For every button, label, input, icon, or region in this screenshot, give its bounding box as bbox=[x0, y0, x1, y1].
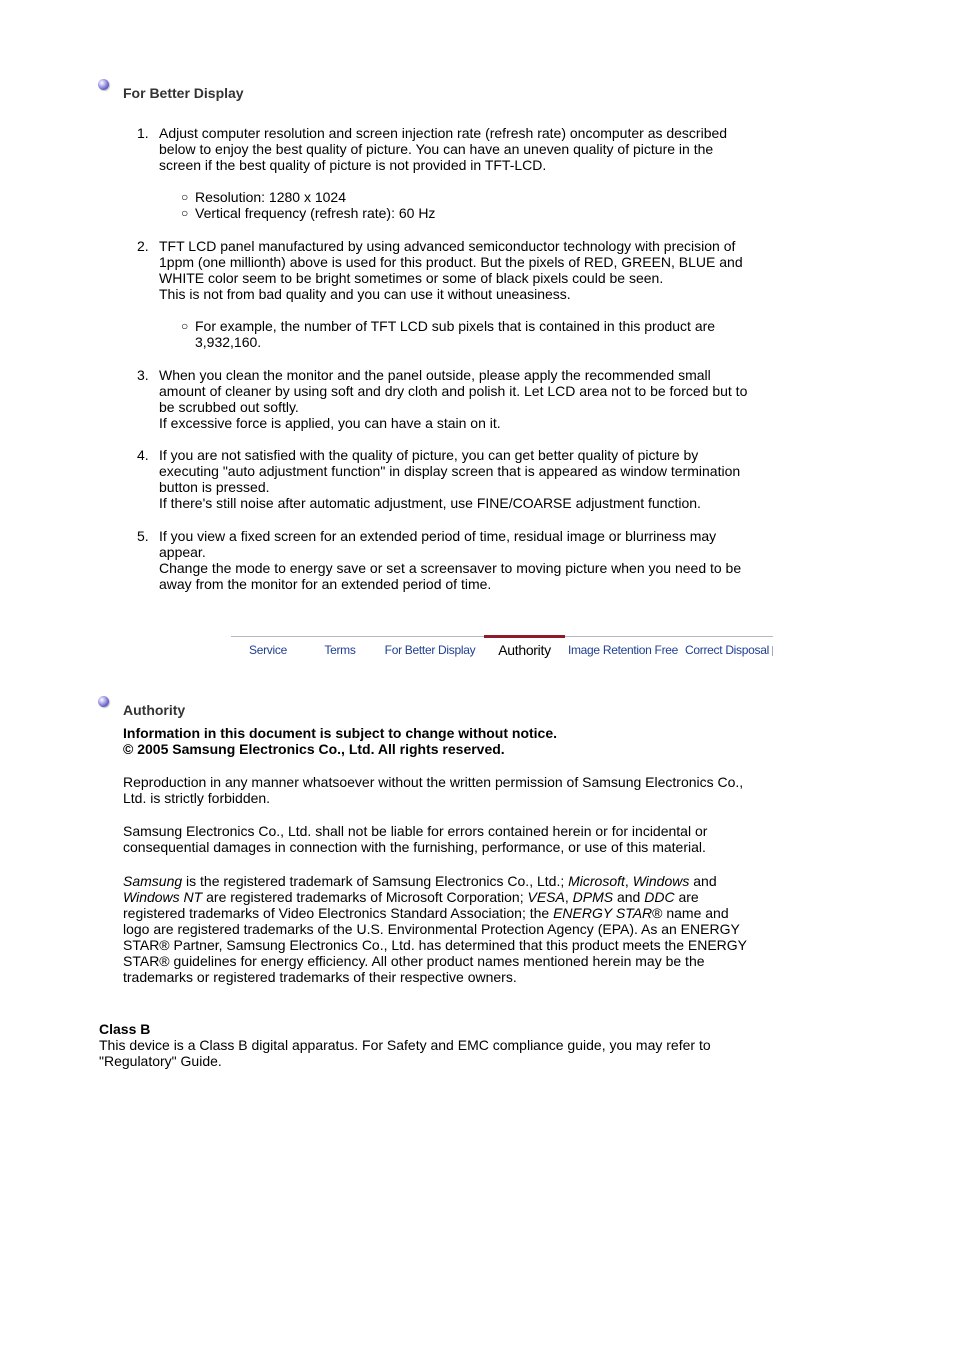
list-item-text: Adjust computer resolution and screen injection rate (refresh rate) oncomputer as described below to enjoy the best quality of picture. You can have an uneven quality of picture in the screen if the best quality of picture is not provided in TFT-LCD. bbox=[159, 125, 728, 173]
tab-terms[interactable]: Terms bbox=[324, 643, 356, 657]
trademark-name: Microsoft bbox=[568, 873, 625, 889]
trademark-name: ENERGY STAR bbox=[553, 905, 653, 921]
tab-service[interactable]: Service bbox=[249, 643, 287, 657]
trademark-name: Samsung bbox=[123, 873, 183, 889]
trademark-text: is the registered trademark of Samsung Electronics Co., Ltd.; bbox=[182, 873, 569, 889]
list-item-text-extra: If there's still noise after automatic adjustment, use FINE/COARSE adjustment function. bbox=[159, 495, 701, 511]
class-b-text: This device is a Class B digital apparatus. For Safety and EMC compliance guide, you may refer to "Regulatory" Guide. bbox=[99, 1037, 711, 1069]
list-item-text-extra: This is not from bad quality and you can use it without uneasiness. bbox=[159, 286, 571, 302]
circle-bullet-icon: ○ bbox=[181, 190, 189, 204]
notice-line: Information in this document is subject to change without notice. bbox=[123, 725, 558, 741]
section-tab-bar bbox=[231, 636, 773, 663]
list-item-text-extra: If excessive force is applied, you can have a stain on it. bbox=[159, 415, 501, 431]
sub-list-item-text: Resolution: 1280 x 1024 bbox=[195, 189, 346, 205]
list-item-text-extra: Change the mode to energy save or set a screensaver to moving picture when you need to be away from the monitor for an extended period of time. bbox=[159, 560, 742, 592]
section-title-better-display: For Better Display bbox=[123, 85, 244, 101]
trademark-text: and bbox=[689, 873, 717, 889]
trademark-name: DDC bbox=[644, 889, 675, 905]
trademark-text: are registered trademarks of Microsoft Corporation; bbox=[202, 889, 528, 905]
trademark-text: , bbox=[624, 873, 633, 889]
sub-list-item bbox=[181, 205, 741, 221]
trademark-text: are registered trademarks of Video Electronics Standard Association; the bbox=[123, 889, 699, 921]
list-number: 3. bbox=[137, 367, 149, 383]
trademark-text: and bbox=[613, 889, 645, 905]
list-item-text bbox=[159, 367, 754, 431]
tab-correct-disposal[interactable]: Correct Disposal bbox=[685, 643, 769, 657]
list-item-text-main: If you view a fixed screen for an extended period of time, residual image or blurriness may appear. bbox=[159, 528, 717, 560]
list-number: 2. bbox=[137, 238, 149, 254]
liability-paragraph: Samsung Electronics Co., Ltd. shall not be liable for errors contained herein or for incidental or consequential damages in connection with the furnishing, performance, or use of this material. bbox=[123, 823, 708, 855]
trademarks-paragraph bbox=[123, 873, 753, 985]
trademark-text: ® name and logo are registered trademarks of the U.S. Environmental Protection Agency (EPA). As an ENERGY STAR® Partner, Samsung Electronics Co., Ltd. has determined that this product meets the ENERGY STAR® guidelines for energy efficiency. All other product names mentioned herein may be the trademarks or registered trademarks of their respective owners. bbox=[123, 905, 747, 985]
authority-notice bbox=[123, 725, 763, 757]
section-bullet-icon bbox=[98, 79, 109, 90]
list-item-text-main: TFT LCD panel manufactured by using advanced semiconductor technology with precision of 1ppm (one millionth) above is used for this product. But the pixels of RED, GREEN, BLUE and WHITE color seem to be bright sometimes or some of black pixels could be seen. bbox=[159, 238, 743, 286]
sub-list-item-text: For example, the number of TFT LCD sub pixels that is contained in this product are 3,932,160. bbox=[195, 318, 716, 350]
reproduction-paragraph: Reproduction in any manner whatsoever without the written permission of Samsung Electronics Co., Ltd. is strictly forbidden. bbox=[123, 774, 744, 806]
trademark-name: Windows NT bbox=[123, 889, 203, 905]
list-number: 5. bbox=[137, 528, 149, 544]
sub-list-item bbox=[181, 318, 741, 350]
tab-authority[interactable]: Authority bbox=[484, 635, 565, 663]
tab-image-retention-free[interactable]: Image Retention Free bbox=[567, 643, 679, 657]
list-number: 4. bbox=[137, 447, 149, 463]
trademark-text: , bbox=[564, 889, 573, 905]
class-b-title: Class B bbox=[99, 1021, 151, 1037]
list-item-text-main: When you clean the monitor and the panel outside, please apply the recommended small amount of cleaner by using soft and dry cloth and polish it. Let LCD area not to be forced but to be scrubbed out softly. bbox=[159, 367, 748, 415]
sub-list-item-text: Vertical frequency (refresh rate): 60 Hz bbox=[195, 205, 436, 221]
circle-bullet-icon: ○ bbox=[181, 206, 189, 220]
trademark-name: VESA bbox=[527, 889, 565, 905]
copyright-line: © 2005 Samsung Electronics Co., Ltd. All rights reserved. bbox=[123, 741, 505, 757]
tab-bar-divider bbox=[772, 646, 773, 656]
trademark-name: Windows bbox=[632, 873, 690, 889]
section-bullet-icon bbox=[98, 696, 109, 707]
list-item-text bbox=[159, 528, 749, 592]
circle-bullet-icon: ○ bbox=[181, 319, 189, 333]
sub-list-item bbox=[181, 189, 741, 205]
list-item-text bbox=[159, 238, 759, 302]
tab-for-better-display[interactable]: For Better Display bbox=[384, 643, 476, 657]
section-title-authority: Authority bbox=[123, 702, 186, 718]
list-item-text bbox=[159, 447, 749, 511]
list-item-text-main: If you are not satisfied with the quality of picture, you can get better quality of picture by executing "auto adjustment function" in display screen that is appeared as window termination button is pressed. bbox=[159, 447, 741, 495]
list-number: 1. bbox=[137, 125, 149, 141]
trademark-name: DPMS bbox=[572, 889, 614, 905]
